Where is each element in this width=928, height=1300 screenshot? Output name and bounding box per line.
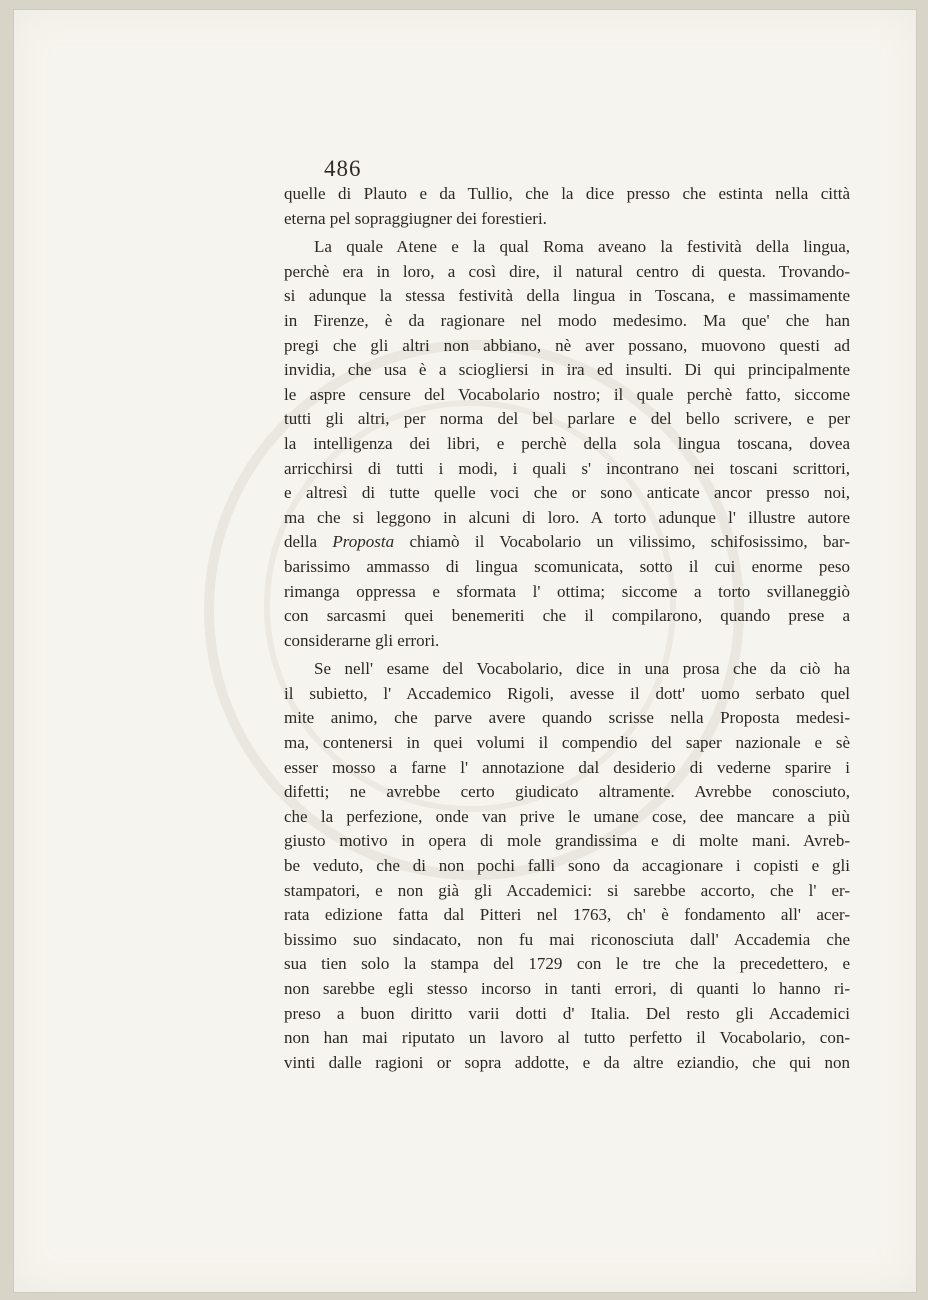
text-line: la intelligenza dei libri, e perchè della sola lingua toscana, dovea: [284, 433, 850, 453]
text-line: considerarne gli errori.: [284, 630, 440, 650]
text-line: vinti dalle ragioni or sopra addotte, e da altre eziandio, che qui non: [284, 1052, 850, 1072]
text-line: rimanga oppressa e sformata l' ottima; siccome a torto svillaneggiò: [284, 581, 850, 601]
text-line: sua tien solo la stampa del 1729 con le tre che la precedettero, e: [284, 954, 850, 974]
text-line: La quale Atene e la qual Roma aveano la festività della lingua,: [314, 237, 850, 257]
paragraph-1: [284, 182, 850, 231]
text-line: non sarebbe egli stesso incorso in tanti errori, di quanti lo hanno ri-: [284, 979, 850, 998]
text-line: in Firenze, è da ragionare nel modo medesimo. Ma que' che han: [284, 310, 850, 330]
text-line: invidia, che usa è a sciogliersi in ira ed insulti. Di qui principalmente: [284, 360, 850, 380]
text-line: Se nell' esame del Vocabolario, dice in una prosa che da ciò ha: [314, 659, 850, 679]
text-line: della Proposta chiamò il Vocabolario un vilissimo, schifosissimo, bar-: [284, 532, 850, 552]
text-line: quelle di Plauto e da Tullio, che la dice presso che estinta nella città: [284, 184, 850, 203]
page-number: 486: [324, 156, 362, 181]
text-line: ma che si leggono in alcuni di loro. A torto adunque l' illustre autore: [284, 507, 850, 527]
text-line: difetti; ne avrebbe certo giudicato altramente. Avrebbe conosciuto,: [284, 782, 850, 802]
text-line: giusto motivo in opera di mole grandissima e di molte mani. Avreb-: [284, 831, 850, 851]
text-line: perchè era in loro, a così dire, il natural centro di questa. Trovando-: [284, 261, 850, 281]
text-line: mite animo, che parve avere quando scrisse nella Proposta medesi-: [284, 708, 850, 728]
body-text: [284, 182, 850, 1075]
text-line: le aspre censure del Vocabolario nostro; il quale perchè fatto, siccome: [284, 384, 850, 404]
text-line: be veduto, che di non pochi falli sono da accagionare i copisti e gli: [284, 856, 850, 876]
text-line: eterna pel sopraggiugner dei forestieri.: [284, 208, 547, 228]
text-line: rata edizione fatta dal Pitteri nel 1763, ch' è fondamento all' acer-: [284, 905, 850, 925]
text-line: barissimo ammasso di lingua scomunicata, sotto il cui enorme peso: [284, 556, 850, 576]
paragraph-2: [284, 235, 850, 653]
text-line: non han mai riputato un lavoro al tutto perfetto il Vocabolario, con-: [284, 1028, 850, 1048]
text-line: si adunque la stessa festività della lingua in Toscana, e massimamente: [284, 286, 850, 306]
work-title-proposta: Proposta: [332, 532, 395, 552]
text-line: con sarcasmi quei benemeriti che il compilarono, quando prese a: [284, 606, 850, 626]
text-line: il subietto, l' Accademico Rigoli, avesse il dott' uomo serbato quel: [284, 683, 850, 703]
text-line: che la perfezione, onde van prive le umane cose, dee mancare a più: [284, 806, 850, 826]
text-line: ma, contenersi in quei volumi il compendio del saper nazionale e sè: [284, 733, 850, 753]
text-line: stampatori, e non già gli Accademici: si sarebbe accorto, che l' er-: [284, 880, 850, 900]
text-line: bissimo suo sindacato, non fu mai riconosciuta dall' Accademia che: [284, 929, 850, 949]
text-line: preso a buon diritto varii dotti d' Italia. Del resto gli Accademici: [284, 1003, 850, 1023]
text-line: tutti gli altri, per norma del bel parlare e del bello scrivere, e per: [284, 409, 850, 429]
paragraph-3: [284, 657, 850, 1075]
text-line: e altresì di tutte quelle voci che or sono anticate ancor presso noi,: [284, 483, 850, 503]
text-line: arricchirsi di tutti i modi, i quali s' incontrano nei toscani scrittori,: [284, 458, 850, 478]
text-line: pregi che gli altri non abbiano, nè aver possano, muovono questi ad: [284, 335, 850, 355]
text-line: esser mosso a farne l' annotazione dal desiderio di vederne sparire i: [284, 757, 850, 777]
